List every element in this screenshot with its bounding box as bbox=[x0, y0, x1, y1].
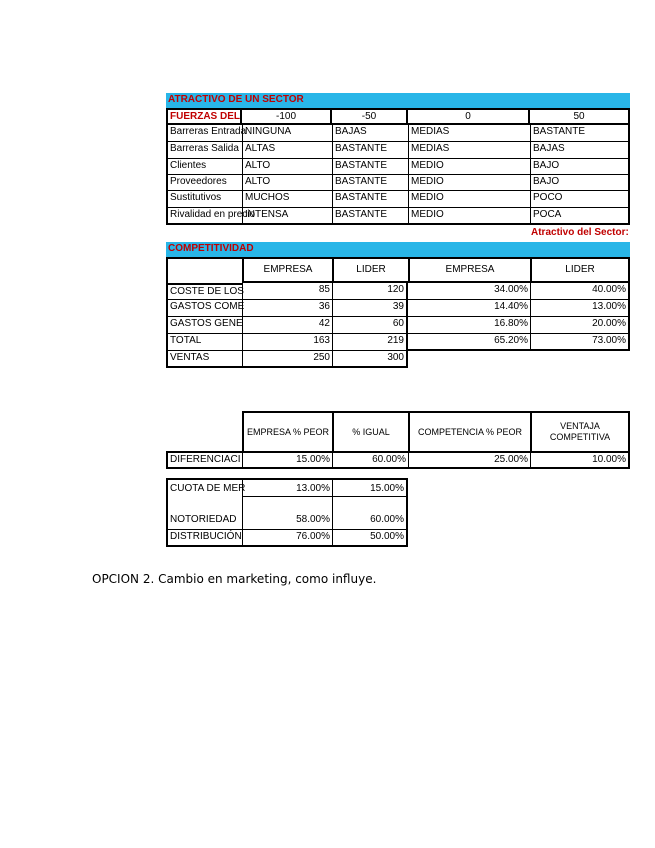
sector-cell[interactable]: NINGUNA bbox=[242, 125, 332, 142]
dif-header-competencia-peor-text: COMPETENCIA % PEOR bbox=[417, 427, 523, 437]
mercado-spacer bbox=[332, 497, 408, 513]
sector-row-label[interactable]: Sustitutivos bbox=[166, 191, 242, 208]
sector-header-col1[interactable]: -100 bbox=[242, 108, 332, 125]
sector-cell[interactable]: BASTANTE bbox=[332, 159, 408, 175]
comp-cell[interactable]: 40.00% bbox=[530, 283, 630, 300]
sector-cell[interactable]: INTENSA bbox=[242, 208, 332, 225]
comp-row-label[interactable]: GASTOS COME bbox=[166, 300, 242, 317]
sector-cell[interactable]: BASTANTE bbox=[332, 142, 408, 159]
comp-cell[interactable]: 16.80% bbox=[408, 317, 530, 334]
sector-cell[interactable]: BASTANTE bbox=[530, 125, 630, 142]
mercado-row-label[interactable]: CUOTA DE MER bbox=[166, 478, 242, 497]
sector-cell[interactable]: BASTANTE bbox=[332, 175, 408, 191]
sector-row-label[interactable]: Barreras Entrada bbox=[166, 125, 242, 142]
sector-header-col4[interactable]: 50 bbox=[530, 108, 630, 125]
sector-cell[interactable]: POCO bbox=[530, 191, 630, 208]
comp-row-label[interactable]: COSTE DE LOS bbox=[166, 283, 242, 300]
option-note: OPCION 2. Cambio en marketing, como influye. bbox=[92, 572, 377, 586]
comp-total-label[interactable]: TOTAL bbox=[166, 334, 242, 351]
dif-header-empresa-peor[interactable] bbox=[242, 411, 332, 451]
sector-row-label[interactable]: Proveedores bbox=[166, 175, 242, 191]
dif-cell[interactable]: 25.00% bbox=[408, 451, 530, 469]
mercado-row-label[interactable]: NOTORIEDAD bbox=[166, 513, 242, 530]
comp-ventas-empresa[interactable]: 250 bbox=[242, 351, 332, 368]
comp-cell[interactable]: 219 bbox=[332, 334, 408, 351]
sector-row-label[interactable]: Barreras Salida bbox=[166, 142, 242, 159]
dif-cell[interactable]: 15.00% bbox=[242, 451, 332, 469]
comp-header-empresa-pct[interactable]: EMPRESA bbox=[408, 257, 530, 283]
sector-cell[interactable]: MEDIO bbox=[408, 208, 530, 225]
sector-row-label[interactable]: Rivalidad en precio bbox=[166, 208, 242, 225]
sector-cell[interactable]: ALTO bbox=[242, 175, 332, 191]
comp-cell[interactable]: 65.20% bbox=[408, 334, 530, 351]
mercado-cell[interactable]: 15.00% bbox=[332, 478, 408, 497]
sector-header-col2[interactable]: -50 bbox=[332, 108, 408, 125]
sector-cell[interactable]: MUCHOS bbox=[242, 191, 332, 208]
dif-header-ventaja[interactable] bbox=[530, 411, 630, 451]
dif-cell[interactable]: 60.00% bbox=[332, 451, 408, 469]
sector-title-banner: ATRACTIVO DE UN SECTOR bbox=[166, 93, 630, 108]
mercado-cell[interactable]: 58.00% bbox=[242, 513, 332, 530]
sector-cell[interactable]: POCA bbox=[530, 208, 630, 225]
mercado-cell[interactable]: 60.00% bbox=[332, 513, 408, 530]
comp-cell[interactable]: 163 bbox=[242, 334, 332, 351]
comp-cell[interactable]: 13.00% bbox=[530, 300, 630, 317]
comp-cell[interactable]: 36 bbox=[242, 300, 332, 317]
comp-header-empresa-units[interactable]: EMPRESA bbox=[242, 257, 332, 283]
dif-header-igual-text: % IGUAL bbox=[352, 427, 390, 437]
comp-cell[interactable]: 120 bbox=[332, 283, 408, 300]
sector-cell[interactable]: BAJO bbox=[530, 175, 630, 191]
comp-cell[interactable]: 60 bbox=[332, 317, 408, 334]
sector-cell[interactable]: BAJAS bbox=[530, 142, 630, 159]
mercado-cell[interactable]: 76.00% bbox=[242, 530, 332, 547]
sector-header-col3[interactable]: 0 bbox=[408, 108, 530, 125]
dif-header-empresa-peor-text: EMPRESA % PEOR bbox=[246, 427, 330, 437]
sector-cell[interactable]: BASTANTE bbox=[332, 208, 408, 225]
sector-cell[interactable]: MEDIAS bbox=[408, 142, 530, 159]
sector-cell[interactable]: MEDIO bbox=[408, 191, 530, 208]
sector-header-label[interactable]: FUERZAS DEL bbox=[166, 108, 242, 125]
dif-header-ventaja-text: VENTAJA COMPETITIVA bbox=[549, 421, 611, 442]
sector-cell[interactable]: MEDIAS bbox=[408, 125, 530, 142]
comp-cell[interactable]: 34.00% bbox=[408, 283, 530, 300]
dif-header-igual[interactable] bbox=[332, 411, 408, 451]
sector-total-label: Atractivo del Sector: bbox=[531, 227, 629, 238]
comp-ventas-label[interactable]: VENTAS bbox=[166, 351, 242, 368]
sector-cell[interactable]: MEDIO bbox=[408, 159, 530, 175]
comp-header-lider-units[interactable]: LIDER bbox=[332, 257, 408, 283]
mercado-row-label[interactable]: DISTRIBUCIÓN bbox=[166, 530, 242, 547]
comp-header-lider-pct[interactable]: LIDER bbox=[530, 257, 630, 283]
comp-ventas-lider[interactable]: 300 bbox=[332, 351, 408, 368]
comp-cell[interactable]: 73.00% bbox=[530, 334, 630, 351]
comp-cell[interactable]: 42 bbox=[242, 317, 332, 334]
sector-cell[interactable]: BASTANTE bbox=[332, 191, 408, 208]
dif-row-label[interactable]: DIFERENCIACI bbox=[166, 451, 242, 469]
comp-row-label[interactable]: GASTOS GENE bbox=[166, 317, 242, 334]
dif-header-competencia-peor[interactable] bbox=[408, 411, 530, 451]
mercado-cell[interactable]: 13.00% bbox=[242, 478, 332, 497]
sector-cell[interactable]: MEDIO bbox=[408, 175, 530, 191]
mercado-cell[interactable]: 50.00% bbox=[332, 530, 408, 547]
comp-cell[interactable]: 14.40% bbox=[408, 300, 530, 317]
mercado-spacer-label bbox=[166, 497, 242, 513]
sector-cell[interactable]: ALTAS bbox=[242, 142, 332, 159]
comp-cell[interactable]: 20.00% bbox=[530, 317, 630, 334]
sector-cell[interactable]: BAJAS bbox=[332, 125, 408, 142]
sector-cell[interactable]: ALTO bbox=[242, 159, 332, 175]
comp-cell[interactable]: 85 bbox=[242, 283, 332, 300]
mercado-spacer bbox=[242, 497, 332, 513]
dif-cell[interactable]: 10.00% bbox=[530, 451, 630, 469]
sector-row-label[interactable]: Clientes bbox=[166, 159, 242, 175]
competitividad-title-banner: COMPETITIVIDAD bbox=[166, 242, 630, 257]
comp-cell[interactable]: 39 bbox=[332, 300, 408, 317]
sector-cell[interactable]: BAJO bbox=[530, 159, 630, 175]
comp-header-blank bbox=[166, 257, 242, 283]
